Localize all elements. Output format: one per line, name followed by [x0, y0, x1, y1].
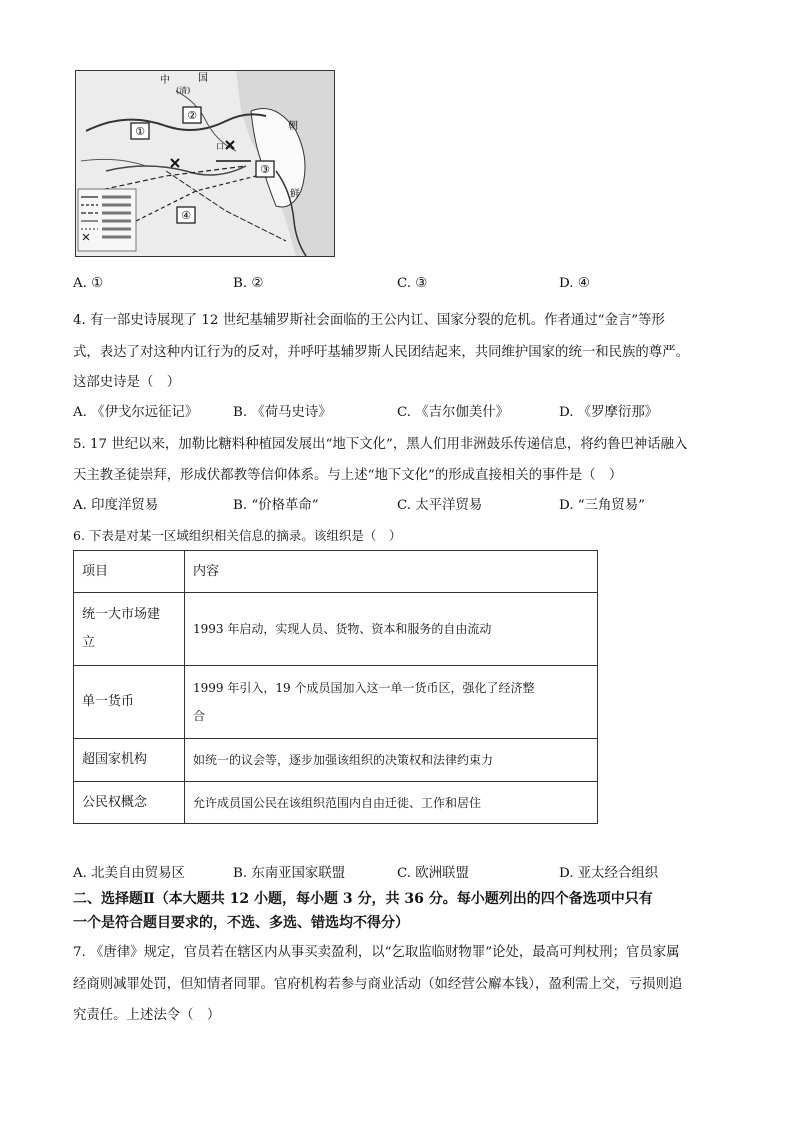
- table-cell-item: [74, 666, 185, 739]
- table-row: [74, 593, 598, 666]
- table-cell-item: [74, 593, 185, 666]
- q4-option-c[interactable]: C. 《吉尔伽美什》: [397, 405, 510, 420]
- table-row: [74, 739, 598, 782]
- q4-option-d[interactable]: D. 《罗摩衍那》: [559, 405, 659, 420]
- table-cell-content: [185, 593, 598, 666]
- map-label-korea: 朝: [288, 121, 298, 132]
- q3-option-c[interactable]: C. ③: [397, 276, 428, 291]
- map-label-2: ②: [187, 109, 197, 122]
- section-2-heading-line-2: 一个是符合题目要求的，不选、多选、错选均不得分）: [73, 915, 409, 931]
- q6-stem: 6. 下表是对某一区域组织相关信息的摘录。该组织是（ ）: [73, 528, 402, 543]
- map-label-kou: 口: [216, 142, 224, 151]
- q5-option-b[interactable]: B. “价格革命”: [233, 498, 319, 513]
- section-2-heading-line-1: 二、选择题Ⅱ（本大题共 12 小题，每小题 3 分，共 36 分。每小题列出的四个备选项中只有: [73, 891, 653, 907]
- table-cell-item-line: 超国家机构: [82, 752, 148, 767]
- map-label-china-top: 中: [160, 75, 170, 86]
- q6-option-c[interactable]: C. 欧洲联盟: [397, 866, 469, 881]
- q5-option-c[interactable]: C. 太平洋贸易: [397, 498, 483, 513]
- q6-option-b[interactable]: B. 东南亚国家联盟: [233, 866, 346, 881]
- q3-option-a[interactable]: A. ①: [73, 276, 104, 291]
- q4-stem-line-3: 这部史诗是（ ）: [73, 375, 181, 390]
- table-cell-item-line: 单一货币: [82, 694, 135, 709]
- q6-options: [73, 862, 733, 882]
- table-header-row: [74, 551, 598, 593]
- q5-option-d[interactable]: D. “三角贸易”: [559, 498, 646, 513]
- q6-option-d[interactable]: D. 亚太经合组织: [559, 866, 659, 881]
- table-cell-content-line: 允许成员国公民在该组织范围内自由迁徙、工作和居住: [193, 795, 482, 810]
- table-row: [74, 666, 598, 739]
- map-label-4: ④: [181, 209, 191, 222]
- table-cell-content: [185, 739, 598, 782]
- q7-stem-line-1: 7. 《唐律》规定，官员若在辖区内从事买卖盈利，以“乞取监临财物罪”论处，最高可判杖刑；官员家属: [73, 945, 680, 960]
- q5-options: [73, 494, 733, 514]
- map-label-china: 国: [198, 73, 208, 84]
- q7-stem-line-2: 经商则减罪处罚，但知情者同罪。官府机构若参与商业活动（如经营公廨本钱），盈利需上交，亏损则追: [73, 977, 683, 992]
- q6-info-table: [73, 550, 598, 824]
- q5-stem-line-1: 5. 17 世纪以来，加勒比糖料种植园发展出“地下文化”，黑人们用非洲鼓乐传递信息，将约鲁巴神话融入: [73, 437, 688, 452]
- q3-options: [73, 276, 733, 296]
- table-cell-content-line: 1999 年引入，19 个成员国加入这一单一货币区，强化了经济整: [193, 681, 535, 695]
- q7-stem-line-3: 究责任。上述法令（ ）: [73, 1008, 221, 1023]
- table-cell-item: [74, 782, 185, 824]
- table-header-content: 内容: [185, 551, 598, 593]
- map-label-qing: (清): [176, 86, 191, 95]
- table-cell-item-line: 立: [82, 635, 96, 650]
- table-cell-content: [185, 782, 598, 824]
- table-cell-item-line: 统一大市场建: [82, 607, 161, 622]
- q6-option-a[interactable]: A. 北美自由贸易区: [73, 866, 185, 881]
- table-cell-item-line: 公民权概念: [82, 794, 148, 810]
- q5-stem-line-2: 天主教圣徒崇拜，形成伏都教等信仰体系。与上述“地下文化”的形成直接相关的事件是（ ）: [73, 468, 623, 483]
- q3-option-b[interactable]: B. ②: [233, 276, 264, 291]
- map-label-1: ①: [135, 125, 145, 138]
- table-cell-content-line: 如统一的议会等，逐步加强该组织的决策权和法律约束力: [193, 753, 494, 767]
- table-row: [74, 782, 598, 824]
- q3-option-d[interactable]: D. ④: [559, 276, 590, 291]
- table-cell-item: [74, 739, 185, 782]
- q4-options: [73, 401, 733, 421]
- q4-stem-line-2: 式，表达了对这种内讧行为的反对，并呼吁基辅罗斯人民团结起来，共同维护国家的统一和民族的尊严。: [73, 345, 689, 360]
- table-cell-content-line: 1993 年启动，实现人员、货物、资本和服务的自由流动: [193, 622, 492, 636]
- q4-option-b[interactable]: B. 《荷马史诗》: [233, 405, 332, 420]
- q5-option-a[interactable]: A. 印度洋贸易: [73, 498, 159, 513]
- map-drawing: [76, 71, 334, 256]
- history-map-figure: [75, 70, 335, 257]
- table-cell-content-line: 合: [193, 709, 206, 723]
- map-label-xian: 鲜: [290, 189, 300, 200]
- map-label-3: ③: [260, 163, 270, 176]
- q4-stem-line-1: 4. 有一部史诗展现了 12 世纪基辅罗斯社会面临的王公内讧、国家分裂的危机。作者通过“金言”等形: [73, 313, 665, 328]
- table-header-item: 项目: [74, 551, 185, 593]
- q4-option-a[interactable]: A. 《伊戈尔远征记》: [73, 405, 199, 420]
- table-cell-content: [185, 666, 598, 739]
